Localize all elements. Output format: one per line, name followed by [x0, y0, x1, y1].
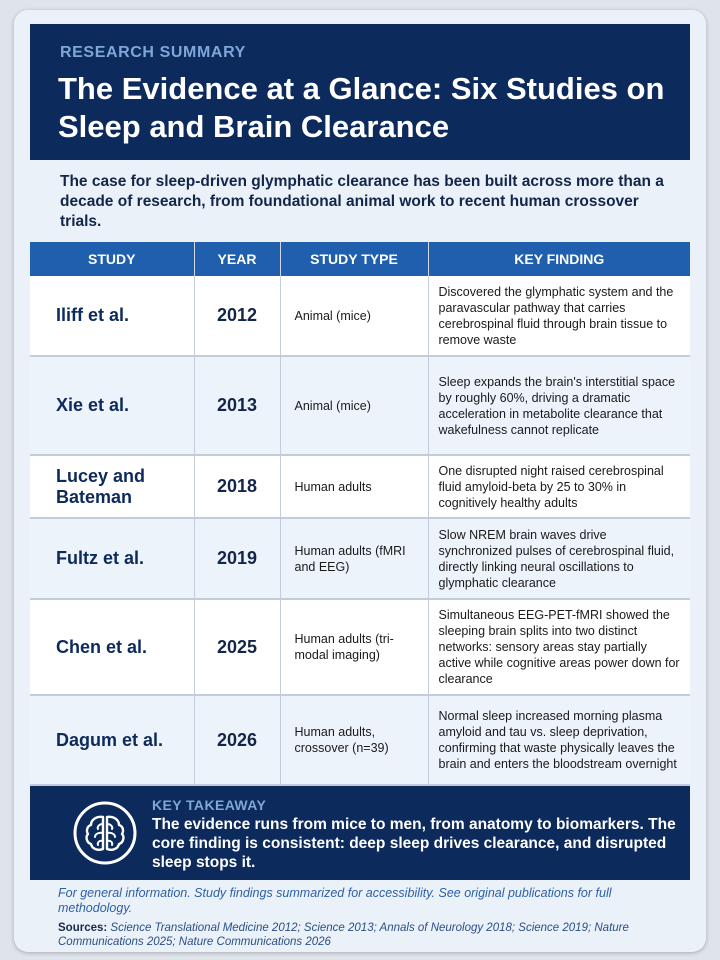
study-type: Human adults (tri-modal imaging) [280, 599, 428, 695]
key-finding: Discovered the glymphatic system and the paravascular pathway that carries cerebrospinal fluid through brain tissue to remove waste [428, 276, 690, 356]
summary-card [14, 10, 706, 952]
key-finding: One disrupted night raised cerebrospinal fluid amyloid-beta by 25 to 30% in cognitively healthy adults [428, 455, 690, 518]
study-name: Iliff et al. [30, 276, 194, 356]
key-takeaway-banner [30, 786, 690, 880]
column-header-key-finding: KEY FINDING [428, 242, 690, 276]
intro-text: The case for sleep-driven glymphatic clearance has been built across more than a decade of research, from foundational animal work to recent human crossover trials. [60, 173, 664, 230]
study-name: Lucey and Bateman [30, 455, 194, 518]
key-finding: Normal sleep increased morning plasma amyloid and tau vs. sleep deprivation, confirming that waste physically leaves the brain and enters the bloodstream overnight [428, 695, 690, 785]
study-year: 2026 [194, 695, 280, 785]
study-name: Chen et al. [30, 599, 194, 695]
sources-list: Science Translational Medicine 2012; Science 2013; Annals of Neurology 2018; Science 2019; Nature Communications 2025; Nature Communications 2026 [58, 922, 629, 948]
sources-line [58, 921, 688, 949]
study-year: 2018 [194, 455, 280, 518]
table-row [30, 356, 690, 455]
study-year: 2019 [194, 518, 280, 599]
takeaway-kicker: KEY TAKEAWAY [152, 797, 267, 813]
study-type: Human adults, crossover (n=39) [280, 695, 428, 785]
table-row [30, 599, 690, 695]
study-year: 2012 [194, 276, 280, 356]
brain-icon [72, 800, 138, 866]
page-title: The Evidence at a Glance: Six Studies on Sleep and Brain Clearance [58, 71, 665, 144]
header-banner [30, 24, 690, 160]
disclaimer-text: For general information. Study findings summarized for accessibility. See original publications for full methodology. [58, 886, 612, 915]
header-kicker: RESEARCH SUMMARY [60, 44, 246, 61]
study-type: Animal (mice) [280, 356, 428, 455]
table-row [30, 455, 690, 518]
takeaway-text: The evidence runs from mice to men, from anatomy to biomarkers. The core finding is consistent: deep sleep drives clearance, and disrupted sleep stops it. [152, 816, 676, 871]
column-header-study-type: STUDY TYPE [280, 242, 428, 276]
key-finding: Sleep expands the brain's interstitial space by roughly 60%, driving a dramatic acceleration in metabolite clearance that wakefulness cannot replicate [428, 356, 690, 455]
column-header-study: STUDY [30, 242, 194, 276]
study-type: Animal (mice) [280, 276, 428, 356]
table-row [30, 518, 690, 599]
study-type: Human adults (fMRI and EEG) [280, 518, 428, 599]
study-year: 2013 [194, 356, 280, 455]
key-finding: Slow NREM brain waves drive synchronized pulses of cerebrospinal fluid, directly linking neural oscillations to glymphatic clearance [428, 518, 690, 599]
table-row [30, 276, 690, 356]
studies-table [30, 242, 690, 786]
study-type: Human adults [280, 455, 428, 518]
table-row [30, 695, 690, 785]
study-name: Xie et al. [30, 356, 194, 455]
sources-label: Sources: [58, 922, 108, 934]
table-header-row [30, 242, 690, 276]
study-name: Fultz et al. [30, 518, 194, 599]
study-year: 2025 [194, 599, 280, 695]
key-finding: Simultaneous EEG-PET-fMRI showed the sleeping brain splits into two distinct networks: sensory areas stay partially active while cognitive areas power down for clearance [428, 599, 690, 695]
study-name: Dagum et al. [30, 695, 194, 785]
column-header-year: YEAR [194, 242, 280, 276]
